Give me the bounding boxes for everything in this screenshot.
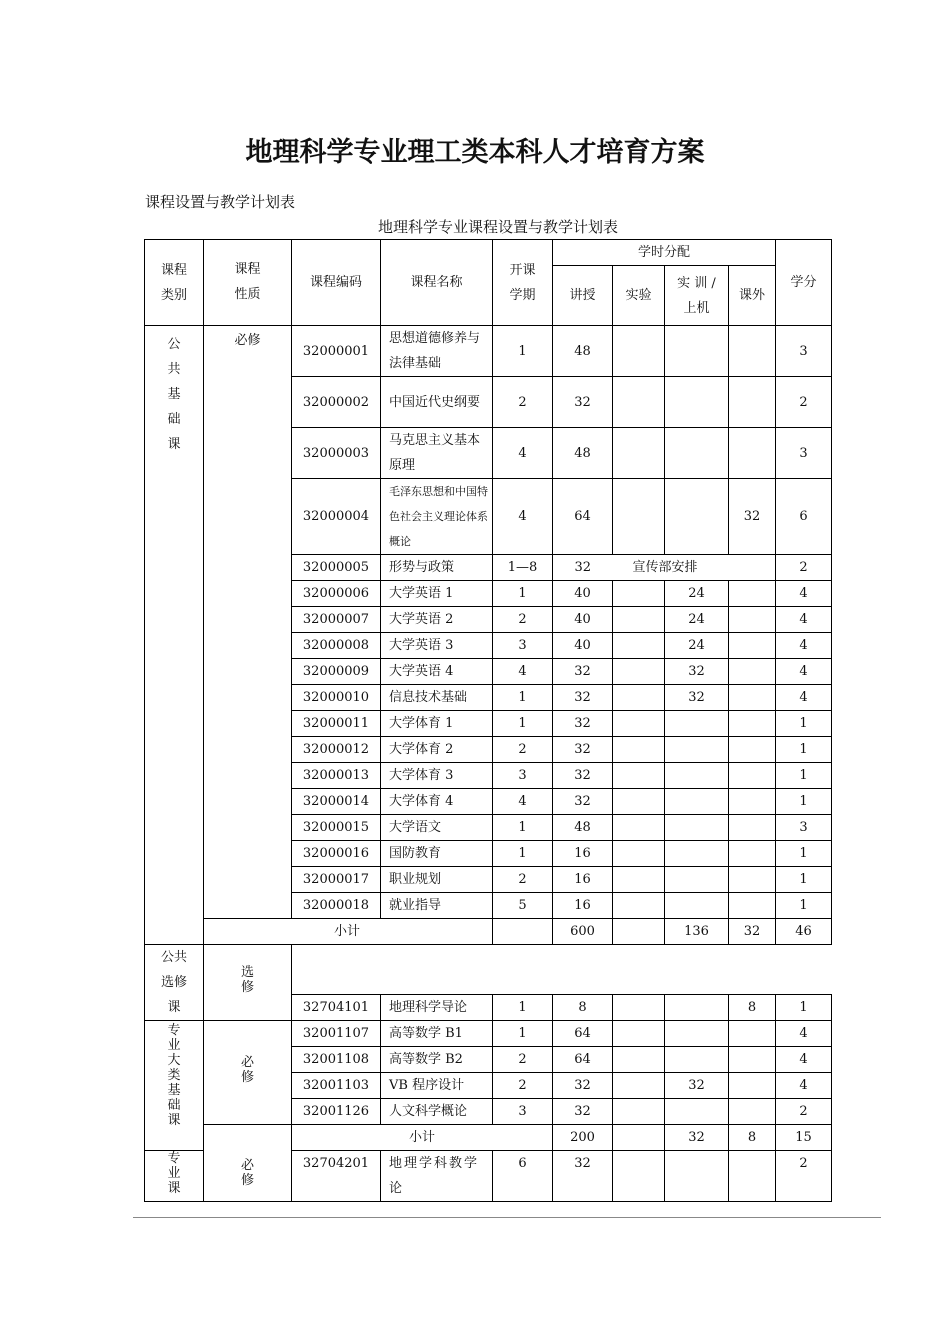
course-credits: 2 — [776, 377, 832, 428]
course-term: 1 — [493, 685, 553, 711]
course-extra-hours — [729, 789, 776, 815]
course-term: 1 — [493, 581, 553, 607]
course-lecture-hours: 32 — [553, 711, 613, 737]
course-credits: 6 — [776, 479, 832, 555]
course-extra-hours — [729, 737, 776, 763]
course-practice-hours: 32 — [665, 659, 729, 685]
course-lab-hours — [613, 763, 665, 789]
course-term: 2 — [493, 1047, 553, 1073]
course-lab-hours — [613, 815, 665, 841]
course-lab-hours — [613, 1047, 665, 1073]
course-credits: 2 — [776, 1151, 832, 1202]
group-category-major: 专业课 — [145, 1151, 204, 1202]
course-practice-hours — [665, 1151, 729, 1202]
course-code: 32000004 — [292, 479, 381, 555]
course-code: 32000016 — [292, 841, 381, 867]
course-term: 1 — [493, 1021, 553, 1047]
course-extra-hours — [729, 633, 776, 659]
course-lecture-hours: 32 — [553, 763, 613, 789]
course-lab-hours — [613, 581, 665, 607]
subtotal-label: 小计 — [204, 919, 493, 945]
course-term: 5 — [493, 893, 553, 919]
course-term: 4 — [493, 479, 553, 555]
course-credits: 2 — [776, 1099, 832, 1125]
course-code: 32000017 — [292, 867, 381, 893]
course-name: 国防教育 — [381, 841, 493, 867]
course-lab-hours — [613, 867, 665, 893]
course-name: 大学体育 1 — [381, 711, 493, 737]
course-lecture-hours: 8 — [553, 995, 613, 1021]
header-name: 课程名称 — [381, 240, 493, 326]
course-practice-hours: 32 — [665, 1073, 729, 1099]
course-code: 32000001 — [292, 326, 381, 377]
header-lecture: 讲授 — [553, 266, 613, 326]
subtotal-lab-hours — [613, 1125, 665, 1151]
course-term: 1 — [493, 995, 553, 1021]
course-term: 2 — [493, 867, 553, 893]
course-code: 32000012 — [292, 737, 381, 763]
course-code: 32000014 — [292, 789, 381, 815]
course-term: 1—8 — [493, 555, 553, 581]
course-extra-hours — [729, 815, 776, 841]
course-name: 大学英语 4 — [381, 659, 493, 685]
course-lecture-hours: 40 — [553, 607, 613, 633]
course-name: 职业规划 — [381, 867, 493, 893]
course-credits: 2 — [776, 555, 832, 581]
course-credits: 4 — [776, 685, 832, 711]
course-credits: 1 — [776, 763, 832, 789]
subtotal-label: 小计 — [292, 1125, 553, 1151]
course-credits: 1 — [776, 711, 832, 737]
course-lecture-hours: 32 — [553, 1151, 613, 1202]
course-name: 高等数学 B2 — [381, 1047, 493, 1073]
course-lecture-hours: 64 — [553, 1021, 613, 1047]
table-row — [145, 1021, 832, 1047]
header-term: 开课学期 — [493, 240, 553, 326]
header-practice: 实 训 /上机 — [665, 266, 729, 326]
course-lecture-hours: 32 — [553, 789, 613, 815]
elective-header-row — [145, 945, 832, 995]
course-lecture-hours: 32 — [553, 1099, 613, 1125]
course-practice-hours — [665, 893, 729, 919]
subtotal-credits: 46 — [776, 919, 832, 945]
course-practice-hours — [665, 479, 729, 555]
course-extra-hours — [729, 685, 776, 711]
course-code: 32000013 — [292, 763, 381, 789]
course-name: 思想道德修养与法律基础 — [381, 326, 493, 377]
course-practice-hours — [665, 1021, 729, 1047]
course-credits: 3 — [776, 326, 832, 377]
group-category-major-basic: 专业大类基础课 — [145, 1021, 204, 1151]
course-name: 大学体育 2 — [381, 737, 493, 763]
group-category-public-basic: 公共基础课 — [145, 326, 204, 945]
course-lecture-hours: 16 — [553, 867, 613, 893]
course-lecture-hours: 16 — [553, 893, 613, 919]
subtotal-credits: 15 — [776, 1125, 832, 1151]
course-name: 地理科学导论 — [381, 995, 493, 1021]
course-extra-hours — [729, 1021, 776, 1047]
subtotal-extra-hours: 32 — [729, 919, 776, 945]
footer-rule — [133, 1217, 881, 1218]
course-practice-hours — [665, 995, 729, 1021]
course-extra-hours — [729, 659, 776, 685]
course-code: 32704201 — [292, 1151, 381, 1202]
course-lecture-hours: 32 — [553, 555, 613, 581]
course-extra-hours — [729, 1073, 776, 1099]
group-nature-major: 必修 — [204, 1151, 292, 1202]
course-term: 2 — [493, 1073, 553, 1099]
course-credits: 1 — [776, 893, 832, 919]
course-credits: 1 — [776, 737, 832, 763]
table-caption: 地理科学专业课程设置与教学计划表 — [378, 218, 619, 236]
course-lab-hours — [613, 893, 665, 919]
document-title: 地理科学专业理工类本科人才培育方案 — [245, 137, 705, 168]
course-practice-hours: 24 — [665, 607, 729, 633]
course-plan-table — [144, 239, 832, 1202]
course-name: 高等数学 B1 — [381, 1021, 493, 1047]
table-row — [145, 1151, 832, 1202]
course-name: 中国近代史纲要 — [381, 377, 493, 428]
course-credits: 4 — [776, 607, 832, 633]
course-credits: 4 — [776, 1047, 832, 1073]
course-practice-hours: 32 — [665, 685, 729, 711]
elective-blank-cell — [292, 945, 832, 995]
course-lab-hours — [613, 995, 665, 1021]
subtotal-term — [493, 919, 553, 945]
course-term: 4 — [493, 659, 553, 685]
course-name: 毛泽东思想和中国特色社会主义理论体系概论 — [381, 479, 493, 555]
course-code: 32000011 — [292, 711, 381, 737]
course-practice-hours: 24 — [665, 633, 729, 659]
course-practice-hours — [665, 326, 729, 377]
course-name: 马克思主义基本原理 — [381, 428, 493, 479]
course-practice-hours — [665, 1099, 729, 1125]
course-lab-hours — [613, 789, 665, 815]
course-practice-hours — [665, 737, 729, 763]
course-lab-hours — [613, 607, 665, 633]
course-code: 32000008 — [292, 633, 381, 659]
course-term: 4 — [493, 789, 553, 815]
course-credits: 4 — [776, 581, 832, 607]
course-extra-hours — [729, 377, 776, 428]
subtotal-blank — [204, 1125, 292, 1151]
course-extra-hours: 8 — [729, 995, 776, 1021]
header-extra: 课外 — [729, 266, 776, 326]
course-lecture-hours: 48 — [553, 815, 613, 841]
course-credits: 1 — [776, 995, 832, 1021]
course-term: 1 — [493, 326, 553, 377]
subtotal-practice-hours: 136 — [665, 919, 729, 945]
course-practice-hours — [665, 428, 729, 479]
course-note: 宣传部安排 — [613, 555, 776, 581]
course-name: 信息技术基础 — [381, 685, 493, 711]
course-code: 32000005 — [292, 555, 381, 581]
course-name: 大学英语 2 — [381, 607, 493, 633]
course-extra-hours — [729, 607, 776, 633]
course-term: 2 — [493, 377, 553, 428]
header-nature: 课程性质 — [204, 240, 292, 326]
course-term: 3 — [493, 1099, 553, 1125]
course-code: 32000009 — [292, 659, 381, 685]
course-name: 大学体育 4 — [381, 789, 493, 815]
course-extra-hours — [729, 581, 776, 607]
header-code: 课程编码 — [292, 240, 381, 326]
course-lab-hours — [613, 479, 665, 555]
course-extra-hours — [729, 1151, 776, 1202]
course-name: 人文科学概论 — [381, 1099, 493, 1125]
course-practice-hours — [665, 763, 729, 789]
course-code: 32001107 — [292, 1021, 381, 1047]
course-lecture-hours: 48 — [553, 326, 613, 377]
course-extra-hours — [729, 763, 776, 789]
course-term: 2 — [493, 607, 553, 633]
group-nature-public-basic: 必修 — [204, 326, 292, 919]
course-credits: 3 — [776, 815, 832, 841]
course-code: 32001103 — [292, 1073, 381, 1099]
course-name: 大学语文 — [381, 815, 493, 841]
course-lecture-hours: 32 — [553, 377, 613, 428]
header-category: 课程类别 — [145, 240, 204, 326]
header-credits: 学分 — [776, 240, 832, 326]
course-name: 地理学科教学论 — [381, 1151, 493, 1202]
course-practice-hours — [665, 789, 729, 815]
course-term: 1 — [493, 841, 553, 867]
course-credits: 3 — [776, 428, 832, 479]
course-credits: 4 — [776, 633, 832, 659]
course-lecture-hours: 32 — [553, 685, 613, 711]
course-extra-hours — [729, 841, 776, 867]
course-lecture-hours: 32 — [553, 737, 613, 763]
course-extra-hours — [729, 1047, 776, 1073]
course-code: 32704101 — [292, 995, 381, 1021]
course-lab-hours — [613, 1021, 665, 1047]
course-term: 4 — [493, 428, 553, 479]
course-code: 32000006 — [292, 581, 381, 607]
course-name: VB 程序设计 — [381, 1073, 493, 1099]
subtotal-row — [145, 919, 832, 945]
course-lecture-hours: 32 — [553, 1073, 613, 1099]
course-extra-hours — [729, 711, 776, 737]
course-practice-hours — [665, 1047, 729, 1073]
section-label: 课程设置与教学计划表 — [145, 193, 296, 211]
course-code: 32000007 — [292, 607, 381, 633]
course-name: 形势与政策 — [381, 555, 493, 581]
course-lab-hours — [613, 711, 665, 737]
subtotal-lecture-hours: 200 — [553, 1125, 613, 1151]
course-lab-hours — [613, 377, 665, 428]
course-lab-hours — [613, 737, 665, 763]
course-name: 就业指导 — [381, 893, 493, 919]
course-lecture-hours: 16 — [553, 841, 613, 867]
course-code: 32000018 — [292, 893, 381, 919]
course-lab-hours — [613, 1151, 665, 1202]
header-hours: 学时分配 — [553, 240, 776, 266]
course-practice-hours — [665, 377, 729, 428]
course-name: 大学英语 1 — [381, 581, 493, 607]
course-lecture-hours: 64 — [553, 1047, 613, 1073]
subtotal-row — [145, 1125, 832, 1151]
course-code: 32000002 — [292, 377, 381, 428]
course-lecture-hours: 64 — [553, 479, 613, 555]
course-extra-hours — [729, 867, 776, 893]
course-lab-hours — [613, 841, 665, 867]
course-term: 3 — [493, 633, 553, 659]
subtotal-lecture-hours: 600 — [553, 919, 613, 945]
subtotal-practice-hours: 32 — [665, 1125, 729, 1151]
course-code: 32001108 — [292, 1047, 381, 1073]
course-practice-hours — [665, 815, 729, 841]
course-lab-hours — [613, 685, 665, 711]
course-practice-hours — [665, 841, 729, 867]
course-lab-hours — [613, 1073, 665, 1099]
course-term: 1 — [493, 711, 553, 737]
course-code: 32000003 — [292, 428, 381, 479]
course-credits: 4 — [776, 1073, 832, 1099]
course-code: 32001126 — [292, 1099, 381, 1125]
course-code: 32000015 — [292, 815, 381, 841]
table-row — [145, 326, 832, 377]
header-row-1 — [145, 240, 832, 266]
course-name: 大学体育 3 — [381, 763, 493, 789]
course-credits: 1 — [776, 841, 832, 867]
subtotal-extra-hours: 8 — [729, 1125, 776, 1151]
subtotal-lab-hours — [613, 919, 665, 945]
course-lecture-hours: 40 — [553, 581, 613, 607]
course-extra-hours — [729, 1099, 776, 1125]
course-lecture-hours: 32 — [553, 659, 613, 685]
course-term: 3 — [493, 763, 553, 789]
course-term: 6 — [493, 1151, 553, 1202]
course-practice-hours — [665, 711, 729, 737]
header-lab: 实验 — [613, 266, 665, 326]
course-term: 1 — [493, 815, 553, 841]
course-lab-hours — [613, 428, 665, 479]
course-extra-hours — [729, 326, 776, 377]
course-lecture-hours: 40 — [553, 633, 613, 659]
course-lab-hours — [613, 659, 665, 685]
course-term: 2 — [493, 737, 553, 763]
course-extra-hours — [729, 428, 776, 479]
course-extra-hours — [729, 893, 776, 919]
group-category-public-elective: 公共选修课 — [145, 945, 204, 1021]
course-lab-hours — [613, 1099, 665, 1125]
course-practice-hours — [665, 867, 729, 893]
group-nature-major-basic: 必修 — [204, 1021, 292, 1125]
course-extra-hours: 32 — [729, 479, 776, 555]
course-credits: 4 — [776, 1021, 832, 1047]
course-practice-hours: 24 — [665, 581, 729, 607]
course-lab-hours — [613, 326, 665, 377]
course-name: 大学英语 3 — [381, 633, 493, 659]
course-credits: 1 — [776, 789, 832, 815]
course-code: 32000010 — [292, 685, 381, 711]
group-nature-public-elective: 选修 — [204, 945, 292, 1021]
course-credits: 4 — [776, 659, 832, 685]
course-credits: 1 — [776, 867, 832, 893]
course-lab-hours — [613, 633, 665, 659]
course-lecture-hours: 48 — [553, 428, 613, 479]
